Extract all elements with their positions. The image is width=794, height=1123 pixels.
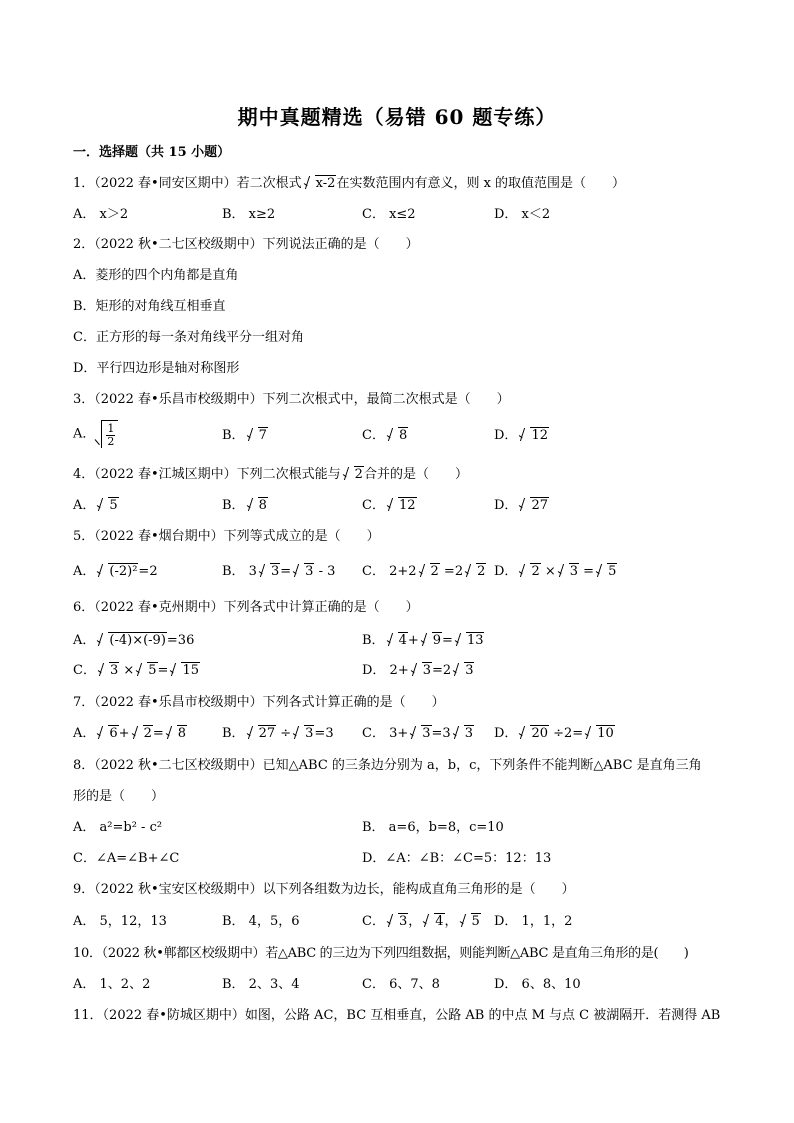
q1-stem-b: 在实数范围内有意义，则 x 的取值范围是（ ） bbox=[336, 176, 626, 191]
question-3: 3．（2022 春•乐昌市校级期中）下列二次根式中，最简二次根式是（ ） bbox=[73, 392, 510, 407]
q6-option-b: B． 4+ 9= 13 bbox=[362, 633, 484, 648]
q6-option-d: D． 2+ 3=2 3 bbox=[362, 663, 474, 678]
section-heading: 一．选择题（共 15 小题） bbox=[73, 145, 231, 160]
q2-option-a: A．菱形的四个内角都是直角 bbox=[73, 268, 239, 283]
q6-option-a: A． (-4)×(-9)=36 bbox=[73, 633, 195, 648]
q6-option-c: C． 3 × 5= 15 bbox=[73, 663, 199, 678]
q4-option-c: C． 12 bbox=[362, 498, 416, 513]
q8-option-a: A． a²=b² - c² bbox=[73, 820, 163, 835]
q7-option-b: B． 27 ÷ 3=3 bbox=[222, 726, 334, 741]
q3-option-d: D． 12 bbox=[494, 428, 548, 443]
question-7: 7．（2022 春•乐昌市校级期中）下列各式计算正确的是（ ） bbox=[73, 695, 445, 710]
q1-stem-a: 1．（2022 春•同安区期中）若二次根式 bbox=[73, 176, 302, 191]
q10-option-b: B． 2、3、4 bbox=[222, 977, 300, 992]
question-1 bbox=[73, 175, 625, 193]
question-8-line-2: 形的是（ ） bbox=[73, 789, 165, 804]
q8-option-d: D．∠A：∠B：∠C=5：12：13 bbox=[362, 851, 552, 866]
q9-option-c: C． 3， 4， 5 bbox=[362, 914, 480, 929]
q7-option-a: A． 6+ 2= 8 bbox=[73, 726, 187, 741]
q5-option-b: B． 3 3= 3 - 3 bbox=[222, 564, 336, 579]
q1-option-c: C． x≤2 bbox=[362, 207, 416, 222]
question-10: 10．（2022 秋•郸都区校级期中）若△ABC 的三边为下列四组数据，则能判断△ABC 是直角三角形的是( ) bbox=[73, 946, 689, 961]
q5-option-a: A． (-2)²=2 bbox=[73, 564, 158, 579]
sqrt-symbol: x-2 bbox=[304, 175, 337, 193]
q4-option-d: D． 27 bbox=[494, 498, 548, 513]
q9-option-b: B． 4，5，6 bbox=[222, 914, 300, 929]
sqrt-symbol: $\frac{1}{2}$ bbox=[101, 420, 118, 448]
q2-option-d: D．平行四边形是轴对称图形 bbox=[73, 361, 240, 376]
q10-option-a: A． 1、2、2 bbox=[73, 977, 151, 992]
q9-option-a: A． 5，12，13 bbox=[73, 914, 167, 929]
q3-option-a: A． $\frac{1}{2}$ bbox=[73, 420, 118, 448]
q10-option-c: C． 6、7、8 bbox=[362, 977, 440, 992]
q8-option-c: C．∠A=∠B+∠C bbox=[73, 851, 180, 866]
q4-option-b: B． 8 bbox=[222, 498, 267, 513]
q4-option-a: A． 5 bbox=[73, 498, 118, 513]
q8-option-b: B． a=6，b=8，c=10 bbox=[362, 820, 504, 835]
page-title: 期中真题精选（易错 60 题专练） bbox=[237, 105, 557, 129]
q7-option-d: D． 20 ÷2= 10 bbox=[494, 726, 614, 741]
q5-option-c: C． 2+2 2 =2 2 bbox=[362, 564, 486, 579]
q1-option-a: A． x＞2 bbox=[73, 207, 129, 222]
q5-option-d: D． 2 × 3 = 5 bbox=[494, 564, 617, 579]
q3-option-c: C． 8 bbox=[362, 428, 408, 443]
question-8-line-1: 8．（2022 秋•二七区校级期中）已知△ABC 的三条边分别为 a，b，c，下列条件不能判断△ABC 是直角三角 bbox=[73, 758, 702, 773]
question-4: 4．（2022 春•江城区期中）下列二次根式能与 2合并的是（ ） bbox=[73, 467, 468, 482]
q10-option-d: D． 6、8、10 bbox=[494, 977, 581, 992]
q9-option-d: D． 1，1，2 bbox=[494, 914, 573, 929]
question-2: 2．（2022 秋•二七区校级期中）下列说法正确的是（ ） bbox=[73, 237, 419, 252]
q3-option-b: B． 7 bbox=[222, 428, 267, 443]
question-11: 11．（2022 春•防城区期中）如图，公路 AC，BC 互相垂直，公路 AB 的中点 M 与点 C 被湖隔开．若测得 AB bbox=[73, 1008, 721, 1023]
question-5: 5．（2022 春•烟台期中）下列等式成立的是（ ） bbox=[73, 529, 380, 544]
q2-option-c: C．正方形的每一条对角线平分一组对角 bbox=[73, 330, 304, 345]
question-9: 9．（2022 秋•宝安区校级期中）以下列各组数为边长，能构成直角三角形的是（ ） bbox=[73, 882, 575, 897]
q2-option-b: B．矩形的对角线互相垂直 bbox=[73, 299, 226, 314]
q7-option-c: C． 3+ 3=3 3 bbox=[362, 726, 473, 741]
q1-option-b: B． x≥2 bbox=[222, 207, 276, 222]
q1-option-d: D． x＜2 bbox=[494, 207, 551, 222]
question-6: 6．（2022 春•克州期中）下列各式中计算正确的是（ ） bbox=[73, 600, 419, 615]
